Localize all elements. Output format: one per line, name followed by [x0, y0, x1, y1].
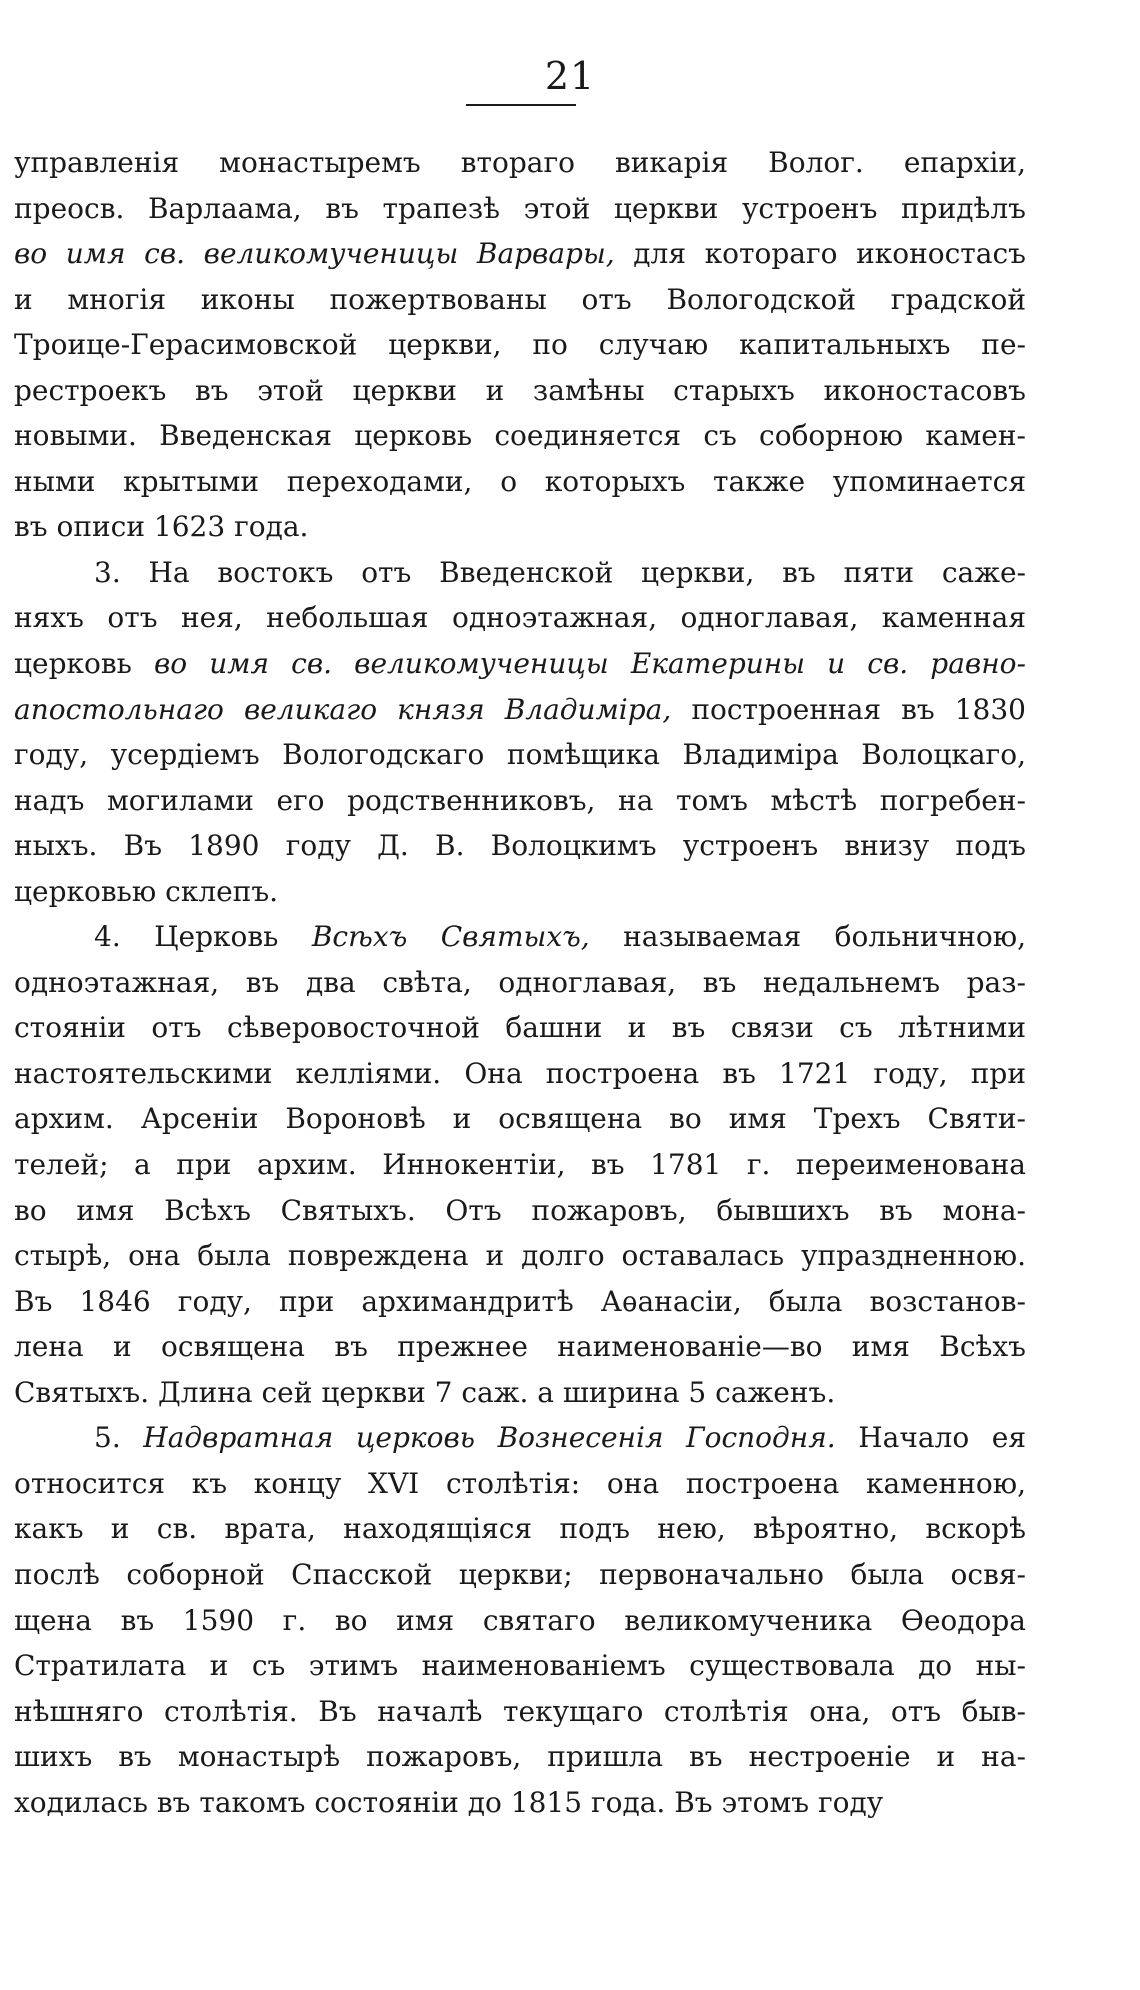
text-line [14, 823, 1026, 869]
text-segment: для котораго иконостасъ [614, 237, 1026, 271]
text-segment: лена и освящена въ прежнее наименованіе—во имя Всѣхъ [14, 1330, 1026, 1364]
text-segment: ными крытыми переходами, о которыхъ также упоминается [14, 464, 1026, 498]
text-segment: и многія иконы пожертвованы отъ Вологодской градской [14, 282, 1026, 316]
page-number-rule [466, 104, 576, 106]
text-segment: въ описи 1623 года. [14, 510, 309, 544]
page-number: 21 [544, 54, 596, 98]
text-line [14, 1233, 1026, 1279]
text-line [14, 595, 1026, 641]
text-segment: стояніи отъ сѣверовосточной башни и въ связи съ лѣтними [14, 1011, 1026, 1045]
text-line [14, 277, 1026, 323]
text-segment: Начало ея [835, 1421, 1026, 1455]
text-line [14, 1506, 1026, 1552]
text-segment: настоятельскими келліями. Она построена въ 1721 году, при [14, 1056, 1026, 1090]
italic-text: апостольнаго великаго князя Владиміра, [14, 692, 672, 726]
text-segment: 4. Церковь [94, 920, 312, 954]
text-segment: шихъ въ монастырѣ пожаровъ, пришла въ нестроеніе и на- [14, 1740, 1026, 1774]
text-line [14, 869, 1026, 915]
text-line [14, 1142, 1026, 1188]
text-segment: архим. Арсеніи Вороновѣ и освящена во имя Трехъ Святи- [14, 1102, 1026, 1136]
text-segment: управленія монастыремъ втораго викарія Волог. епархіи, [14, 146, 1026, 179]
text-line [14, 1279, 1026, 1325]
text-segment: новыми. Введенская церковь соединяется съ соборною камен- [14, 419, 1026, 453]
text-segment: ныхъ. Въ 1890 году Д. В. Волоцкимъ устроенъ внизу подъ [14, 829, 1026, 863]
text-segment: Стратилата и съ этимъ наименованіемъ существовала до ны- [14, 1649, 1026, 1683]
italic-text: Всѣхъ Святыхъ, [311, 920, 590, 954]
text-segment: называемая больничною, [589, 920, 1026, 954]
text-segment: рестроекъ въ этой церкви и замѣны старыхъ иконостасовъ [14, 373, 1026, 407]
body-text [14, 140, 1026, 1825]
text-line [14, 1643, 1026, 1689]
text-line [14, 1734, 1026, 1780]
text-segment: ходилась въ такомъ состояніи до 1815 года. Въ этомъ году [14, 1785, 884, 1819]
text-line [14, 1552, 1026, 1598]
text-line [14, 687, 1026, 733]
text-line [14, 186, 1026, 232]
text-line [14, 413, 1026, 459]
text-segment: надъ могилами его родственниковъ, на томъ мѣстѣ погребен- [14, 783, 1026, 817]
text-segment: Святыхъ. Длина сей церкви 7 саж. а ширина 5 саженъ. [14, 1375, 836, 1409]
text-line [14, 914, 1026, 960]
text-line [14, 459, 1026, 505]
text-line [14, 1324, 1026, 1370]
text-line [14, 504, 1026, 550]
text-line [14, 1461, 1026, 1507]
text-line [14, 732, 1026, 778]
text-segment: одноэтажная, въ два свѣта, одноглавая, въ недальнемъ раз- [14, 965, 1026, 999]
text-line [14, 1780, 1026, 1826]
text-line [14, 1689, 1026, 1735]
italic-text: во имя св. великомученицы Варвары, [14, 237, 615, 271]
text-line [14, 1415, 1026, 1461]
text-line [14, 368, 1026, 414]
text-segment: году, усердіемъ Вологодскаго помѣщика Владиміра Волоцкаго, [14, 738, 1026, 772]
text-segment: 3. На востокъ отъ Введенской церкви, въ пяти саже- [94, 555, 1026, 589]
text-segment: няхъ отъ нея, небольшая одноэтажная, одноглавая, каменная [14, 601, 1026, 635]
text-line [14, 1188, 1026, 1234]
text-segment: во имя Всѣхъ Святыхъ. Отъ пожаровъ, бывшихъ въ мона- [14, 1193, 1026, 1227]
text-line [14, 1096, 1026, 1142]
text-segment: нѣшняго столѣтія. Въ началѣ текущаго столѣтія она, отъ быв- [14, 1694, 1026, 1728]
text-segment: телей; а при архим. Иннокентіи, въ 1781 г. переименована [14, 1148, 1026, 1182]
text-line [14, 960, 1026, 1006]
text-segment: послѣ соборной Спасской церкви; первоначально была освя- [14, 1557, 1026, 1591]
text-segment: преосв. Варлаама, въ трапезѣ этой церкви устроенъ придѣлъ [14, 191, 1026, 225]
text-line [14, 778, 1026, 824]
text-line [14, 1005, 1026, 1051]
text-line [14, 140, 1026, 186]
text-segment: относится къ концу XVI столѣтія: она построена каменною, [14, 1466, 1026, 1500]
text-segment: церковь [14, 647, 154, 681]
italic-text: во имя св. великомученицы Екатерины и св. равно- [153, 647, 1026, 681]
text-segment: щена въ 1590 г. во имя святаго великомученика Ѳеодора [14, 1603, 1026, 1637]
text-segment: Въ 1846 году, при архимандритѣ Аѳанасіи, была возстанов- [14, 1284, 1026, 1318]
text-segment: Троице-Герасимовской церкви, по случаю капитальныхъ пе- [14, 328, 1026, 362]
text-line [14, 1051, 1026, 1097]
italic-text: Надвратная церковь Вознесенія Господня. [143, 1421, 836, 1455]
text-segment: 5. [94, 1421, 144, 1455]
text-line [14, 231, 1026, 277]
text-line [14, 322, 1026, 368]
text-segment: стырѣ, она была повреждена и долго оставалась упраздненною. [14, 1239, 1026, 1273]
text-segment: построенная въ 1830 [671, 692, 1026, 726]
text-line [14, 1598, 1026, 1644]
text-segment: какъ и св. врата, находящіяся подъ нею, вѣроятно, вскорѣ [14, 1512, 1026, 1546]
text-line [14, 1370, 1026, 1416]
text-line [14, 550, 1026, 596]
text-segment: церковью склепъ. [14, 874, 279, 908]
text-line [14, 641, 1026, 687]
